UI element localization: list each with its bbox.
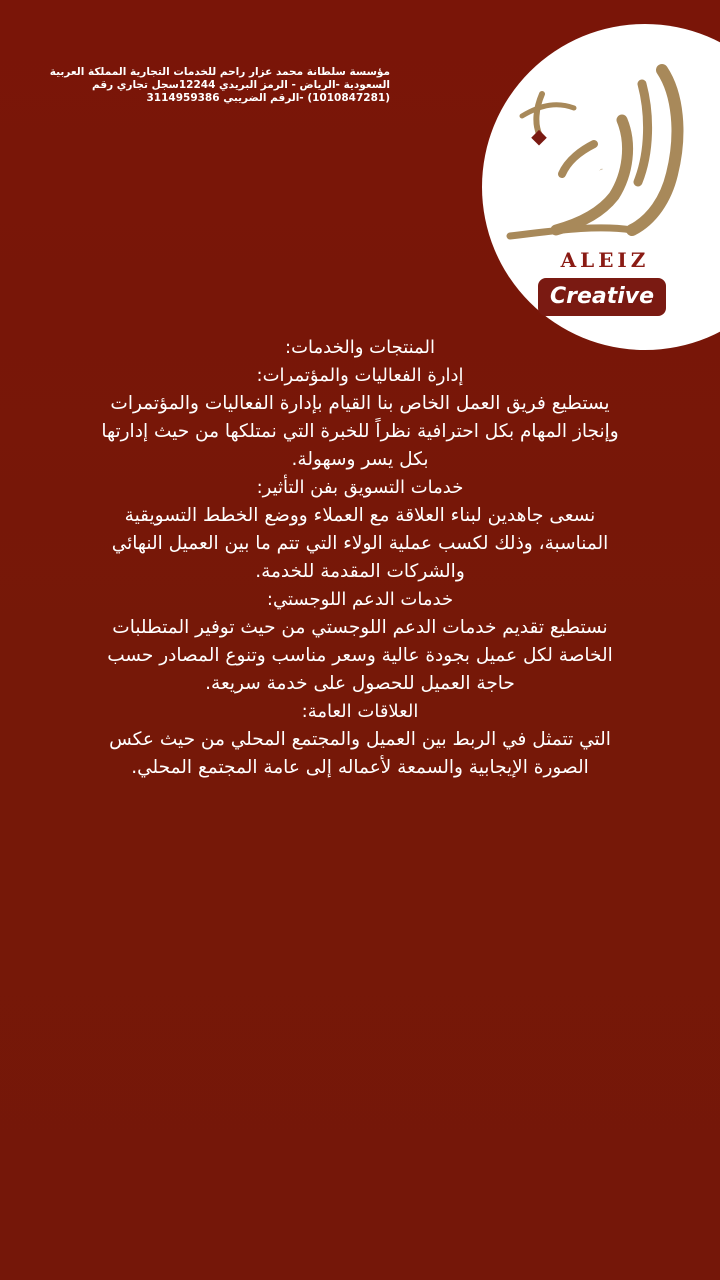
paragraph-line: والشركات المقدمة للخدمة. [255,561,465,582]
company-info-line: (1010847281) -الرقم الضريبي 3114959386 [146,92,390,104]
section-heading: إدارة الفعاليات والمؤتمرات: [256,365,464,386]
paragraph-line: الصورة الإيجابية والسمعة لأعماله إلى عامة المجتمع المحلي. [131,757,589,778]
paragraph-line: نستطيع تقديم خدمات الدعم اللوجستي من حيث توفير المتطلبات [112,617,608,638]
company-info [49,66,390,105]
paragraph-line: التي تتمثل في الربط بين العميل والمجتمع المحلي من حيث عكس [109,729,611,750]
svg-text:العز: العز [599,169,603,171]
services-text [30,334,690,782]
paragraph-line: وإنجاز المهام بكل احترافية نظراً للخبرة التي نمتلكها من حيث إدارتها [101,421,619,442]
paragraph-line: نسعى جاهدين لبناء العلاقة مع العملاء ووضع الخطط التسويقية [124,505,596,526]
section-title: المنتجات والخدمات: [285,337,435,358]
section-heading: خدمات التسويق بفن التأثير: [256,477,464,498]
company-info-line: السعودية -الرياض - الرمز البريدي 12244سجل تجاري رقم [92,79,390,91]
company-info-line: مؤسسة سلطانة محمد عزار راحم للخدمات التجارية المملكة العربية [49,66,390,78]
paragraph-line: بكل يسر وسهولة. [291,449,429,470]
brand-tagline: Creative [538,278,666,316]
section-heading: خدمات الدعم اللوجستي: [266,589,454,610]
section-heading: العلاقات العامة: [301,701,419,722]
paragraph-line: الخاصة لكل عميل بجودة عالية وسعر مناسب وتنوع المصادر حسب [107,645,613,666]
paragraph-line: يستطيع فريق العمل الخاص بنا القيام بإدارة الفعاليات والمؤتمرات [110,393,610,414]
brand-name: ALEIZ [560,248,650,272]
paragraph-line: المناسبة، وذلك لكسب عملية الولاء التي تتم ما بين العميل النهائي [111,533,609,554]
paragraph-line: حاجة العميل للحصول على خدمة سريعة. [205,673,515,694]
